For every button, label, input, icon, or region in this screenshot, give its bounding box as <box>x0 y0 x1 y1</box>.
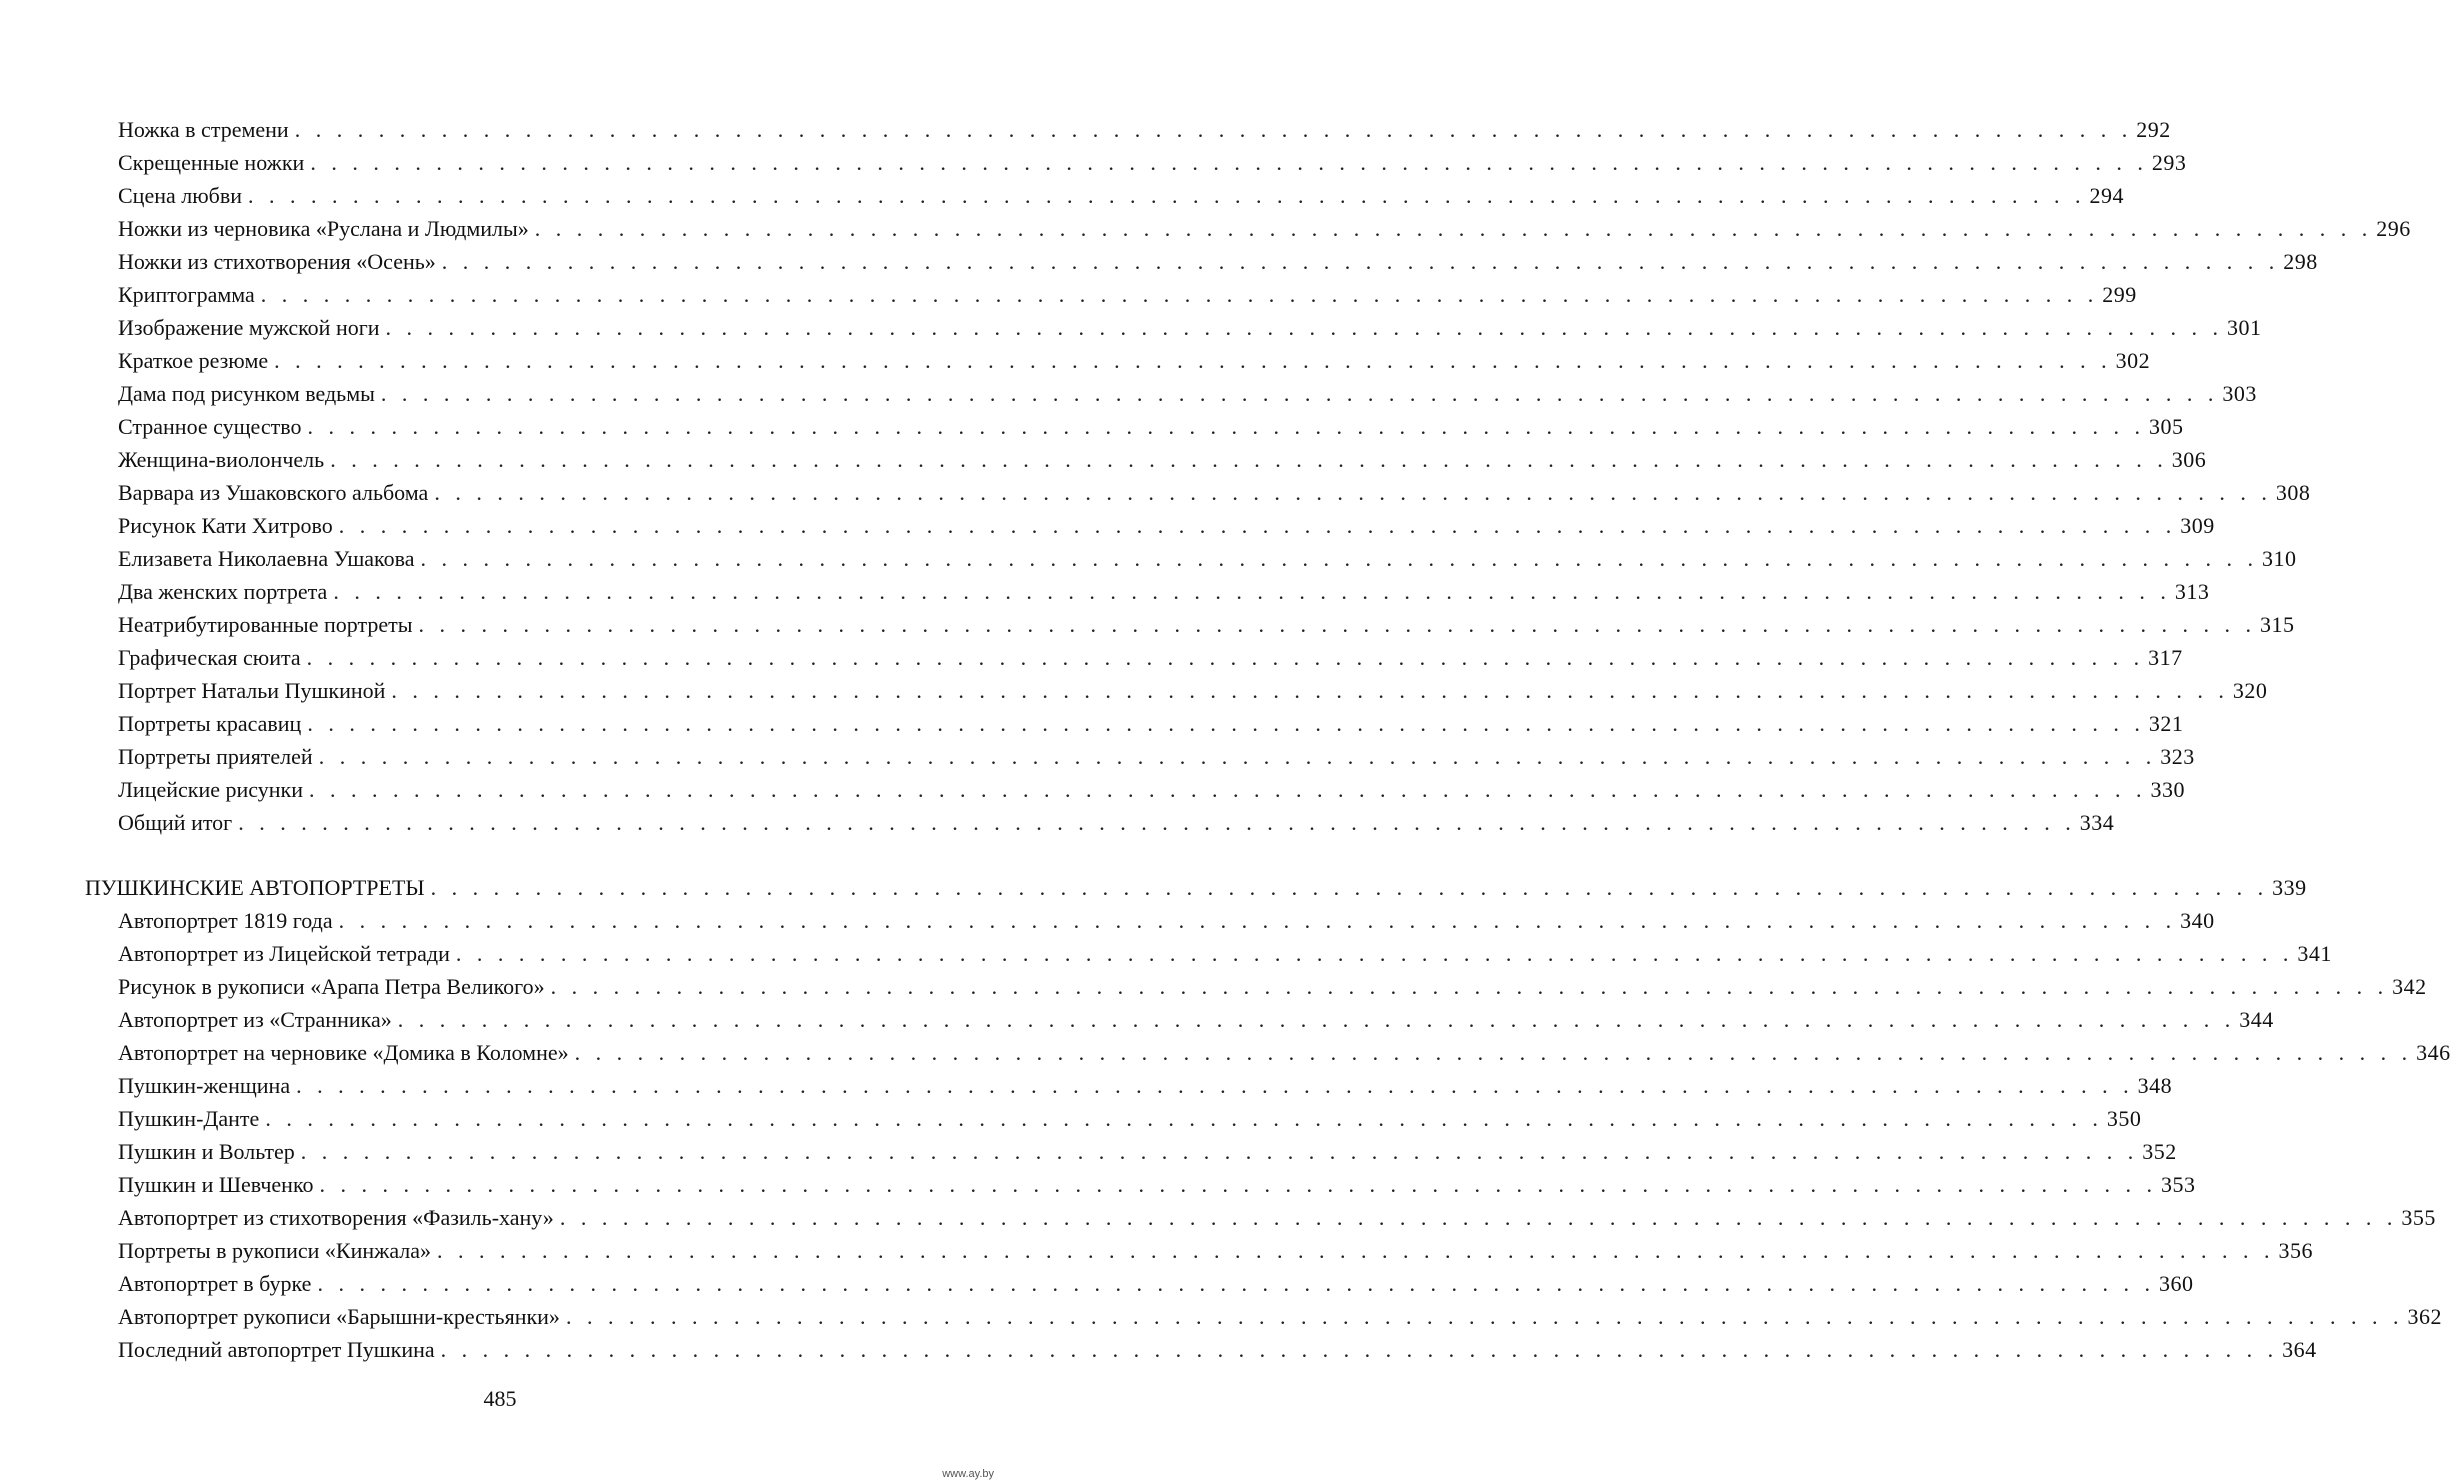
toc-entry-page: 301 <box>2227 315 2262 340</box>
toc-entry[interactable] <box>118 934 2332 967</box>
toc-entry[interactable] <box>118 374 2257 407</box>
toc-leader-dots: . . . . . . . . . . . . . . . . . . . . . . . . . . . . . . . . . . . . . . . . . . . . . . . . . . . . . . . . . . . . . . . . . . . . . . . . . . . . . . . . . . . . . . . . <box>238 810 2076 835</box>
toc-entry[interactable] <box>118 1000 2274 1033</box>
toc-entry-page: 306 <box>2171 447 2207 472</box>
toc-leader-dots: . . . . . . . . . . . . . . . . . . . . . . . . . . . . . . . . . . . . . . . . . . . . . . . . . . . . . . . . . . . . . . . . . . . . . . . . . . . . . . . . . . . . . . . . <box>437 1238 2275 1263</box>
toc-entry-page: 352 <box>2142 1139 2177 1164</box>
toc-entry-page: 317 <box>2148 645 2183 670</box>
toc-entry-title: Портреты приятелей <box>118 744 313 769</box>
toc-leader-dots: . . . . . . . . . . . . . . . . . . . . . . . . . . . . . . . . . . . . . . . . . . . . . . . . . . . . . . . . . . . . . . . . . . . . . . . . . . . . . . . . . . . . . . . . <box>333 579 2171 604</box>
toc-entry-page: 350 <box>2106 1106 2142 1131</box>
toc-entry[interactable] <box>118 341 2151 374</box>
toc-entry[interactable] <box>118 1099 2142 1132</box>
toc-section-page: 339 <box>2272 875 2307 900</box>
toc-entry[interactable] <box>118 539 2297 572</box>
toc-entry-page: 342 <box>2392 974 2427 999</box>
toc-leader-dots: . . . . . . . . . . . . . . . . . . . . . . . . . . . . . . . . . . . . . . . . . . . . . . . . . . . . . . . . . . . . . . . . . . . . . . . . . . . . . . . . . . . . . . . . <box>330 447 2168 472</box>
toc-leader-dots: . . . . . . . . . . . . . . . . . . . . . . . . . . . . . . . . . . . . . . . . . . . . . . . . . . . . . . . . . . . . . . . . . . . . . . . . . . . . . . . . . . . . . . . . <box>317 1271 2155 1296</box>
toc-entry-title: Последний автопортрет Пушкина <box>118 1337 435 1362</box>
toc-entry-page: 344 <box>2239 1007 2274 1032</box>
toc-entry-page: 364 <box>2282 1337 2317 1362</box>
toc-entry[interactable] <box>118 803 2115 836</box>
toc-entry-page: 346 <box>2416 1040 2451 1065</box>
toc-section-title: ПУШКИНСКИЕ АВТОПОРТРЕТЫ <box>85 875 425 900</box>
toc-entry[interactable] <box>118 143 2187 176</box>
toc-entry[interactable] <box>118 1198 2436 1231</box>
toc-entry[interactable] <box>118 110 2171 143</box>
toc-entry-title: Неатрибутированные портреты <box>118 612 413 637</box>
toc-leader-dots: . . . . . . . . . . . . . . . . . . . . . . . . . . . . . . . . . . . . . . . . . . . . . . . . . . . . . . . . . . . . . . . . . . . . . . . . . . . . . . . . . . . . . . . . <box>300 1139 2139 1164</box>
toc-entry[interactable] <box>118 605 2295 638</box>
toc-entry[interactable] <box>118 901 2215 934</box>
toc-entry-page: 313 <box>2174 579 2210 604</box>
toc-leader-dots: . . . . . . . . . . . . . . . . . . . . . . . . . . . . . . . . . . . . . . . . . . . . . . . . . . . . . . . . . . . . . . . . . . . . . . . . . . . . . . . . . . . . . . . . <box>308 777 2147 802</box>
toc-entry-title: Рисунок в рукописи «Арапа Петра Великого» <box>118 974 545 999</box>
toc-leader-dots: . . . . . . . . . . . . . . . . . . . . . . . . . . . . . . . . . . . . . . . . . . . . . . . . . . . . . . . . . . . . . . . . . . . . . . . . . . . . . . . . . . . . . . . . <box>434 480 2272 505</box>
toc-entry[interactable] <box>118 572 2210 605</box>
toc-entry-title: Изображение мужской ноги <box>118 315 380 340</box>
toc-entry-page: 315 <box>2260 612 2295 637</box>
toc-leader-dots: . . . . . . . . . . . . . . . . . . . . . . . . . . . . . . . . . . . . . . . . . . . . . . . . . . . . . . . . . . . . . . . . . . . . . . . . . . . . . . . . . . . . . . . . <box>397 1007 2236 1032</box>
toc-entry-title: Автопортрет 1819 года <box>118 908 333 933</box>
toc-entry[interactable] <box>118 308 2262 341</box>
toc-entry-title: Общий итог <box>118 810 233 835</box>
toc-entry-title: Скрещенные ножки <box>118 150 305 175</box>
toc-entry-page: 341 <box>2297 941 2332 966</box>
toc-entry-title: Автопортрет на черновике «Домика в Коломне» <box>118 1040 569 1065</box>
toc-entry-page: 355 <box>2401 1205 2436 1230</box>
toc-leader-dots: . . . . . . . . . . . . . . . . . . . . . . . . . . . . . . . . . . . . . . . . . . . . . . . . . . . . . . . . . . . . . . . . . . . . . . . . . . . . . . . . . . . . . . . . <box>319 1172 2158 1197</box>
toc-entry-title: Портрет Натальи Пушкиной <box>118 678 386 703</box>
toc-leader-dots: . . . . . . . . . . . . . . . . . . . . . . . . . . . . . . . . . . . . . . . . . . . . . . . . . . . . . . . . . . . . . . . . . . . . . . . . . . . . . . . . . . . . . . . . <box>534 216 2373 241</box>
toc-leader-dots: . . . . . . . . . . . . . . . . . . . . . . . . . . . . . . . . . . . . . . . . . . . . . . . . . . . . . . . . . . . . . . . . . . . . . . . . . . . . . . . . . . . . . . . . <box>294 117 2133 142</box>
toc-leader-dots: . . . . . . . . . . . . . . . . . . . . . . . . . . . . . . . . . . . . . . . . . . . . . . . . . . . . . . . . . . . . . . . . . . . . . . . . . . . . . . . . . . . . . . . . <box>306 645 2145 670</box>
toc-entry[interactable] <box>118 704 2184 737</box>
toc-entry-title: Автопортрет из стихотворения «Фазиль-хану» <box>118 1205 554 1230</box>
toc-entry-title: Рисунок Кати Хитрово <box>118 513 333 538</box>
toc-leader-dots: . . . . . . . . . . . . . . . . . . . . . . . . . . . . . . . . . . . . . . . . . . . . . . . . . . . . . . . . . . . . . . . . . . . . . . . . . . . . . . . . . . . . . . . . <box>559 1205 2398 1230</box>
toc-leader-dots: . . . . . . . . . . . . . . . . . . . . . . . . . . . . . . . . . . . . . . . . . . . . . . . . . . . . . . . . . . . . . . . . . . . . . . . . . . . . . . . . . . . . . . . . <box>274 348 2112 373</box>
toc-leader-dots: . . . . . . . . . . . . . . . . . . . . . . . . . . . . . . . . . . . . . . . . . . . . . . . . . . . . . . . . . . . . . . . . . . . . . . . . . . . . . . . . . . . . . . . . <box>310 150 2148 175</box>
toc-entry-page: 292 <box>2136 117 2171 142</box>
toc-entry-page: 310 <box>2261 546 2297 571</box>
toc-entry-title: Женщина-виолончель <box>118 447 325 472</box>
toc-leader-dots: . . . . . . . . . . . . . . . . . . . . . . . . . . . . . . . . . . . . . . . . . . . . . . . . . . . . . . . . . . . . . . . . . . . . . . . . . . . . . . . . . . . . . . . . <box>565 1304 2404 1329</box>
toc-leader-dots: . . . . . . . . . . . . . . . . . . . . . . . . . . . . . . . . . . . . . . . . . . . . . . . . . . . . . . . . . . . . . . . . . . . . . . . . . . . . . . . . . . . . . . . . <box>296 1073 2134 1098</box>
toc-leader-dots: . . . . . . . . . . . . . . . . . . . . . . . . . . . . . . . . . . . . . . . . . . . . . . . . . . . . . . . . . . . . . . . . . . . . . . . . . . . . . . . . . . . . . . . . <box>248 183 2086 208</box>
toc-leader-dots: . . . . . . . . . . . . . . . . . . . . . . . . . . . . . . . . . . . . . . . . . . . . . . . . . . . . . . . . . . . . . . . . . . . . . . . . . . . . . . . . . . . . . . . . <box>307 711 2145 736</box>
toc-entry-page: 330 <box>2150 777 2185 802</box>
toc-entry-page: 305 <box>2148 414 2184 439</box>
toc-entry-page: 294 <box>2089 183 2125 208</box>
toc-leader-dots: . . . . . . . . . . . . . . . . . . . . . . . . . . . . . . . . . . . . . . . . . . . . . . . . . . . . . . . . . . . . . . . . . . . . . . . . . . . . . . . . . . . . . . . . <box>265 1106 2103 1131</box>
toc-entry-page: 320 <box>2232 678 2268 703</box>
toc-entry-page: 348 <box>2137 1073 2173 1098</box>
toc-leader-dots: . . . . . . . . . . . . . . . . . . . . . . . . . . . . . . . . . . . . . . . . . . . . . . . . . . . . . . . . . . . . . . . . . . . . . . . . . . . . . . . . . . . . . . . . <box>430 875 2269 900</box>
toc-entry[interactable] <box>118 967 2427 1000</box>
toc-entry[interactable] <box>118 1297 2442 1330</box>
toc-entry[interactable] <box>118 506 2215 539</box>
toc-entry-page: 321 <box>2148 711 2184 736</box>
toc-entry-page: 353 <box>2161 1172 2196 1197</box>
toc-leader-dots: . . . . . . . . . . . . . . . . . . . . . . . . . . . . . . . . . . . . . . . . . . . . . . . . . . . . . . . . . . . . . . . . . . . . . . . . . . . . . . . . . . . . . . . . <box>338 513 2177 538</box>
toc-entry[interactable] <box>118 275 2137 308</box>
toc-leader-dots: . . . . . . . . . . . . . . . . . . . . . . . . . . . . . . . . . . . . . . . . . . . . . . . . . . . . . . . . . . . . . . . . . . . . . . . . . . . . . . . . . . . . . . . . <box>307 414 2145 439</box>
toc-entry-page: 362 <box>2407 1304 2442 1329</box>
toc-entry-title: Автопортрет из «Странника» <box>118 1007 392 1032</box>
toc-entry-title: Странное существо <box>118 414 302 439</box>
toc-leader-dots: . . . . . . . . . . . . . . . . . . . . . . . . . . . . . . . . . . . . . . . . . . . . . . . . . . . . . . . . . . . . . . . . . . . . . . . . . . . . . . . . . . . . . . . . <box>574 1040 2413 1065</box>
toc-leader-dots: . . . . . . . . . . . . . . . . . . . . . . . . . . . . . . . . . . . . . . . . . . . . . . . . . . . . . . . . . . . . . . . . . . . . . . . . . . . . . . . . . . . . . . . . <box>440 1337 2279 1362</box>
toc-entry[interactable] <box>118 1330 2317 1363</box>
toc-leader-dots: . . . . . . . . . . . . . . . . . . . . . . . . . . . . . . . . . . . . . . . . . . . . . . . . . . . . . . . . . . . . . . . . . . . . . . . . . . . . . . . . . . . . . . . . <box>385 315 2224 340</box>
toc-entry-page: 302 <box>2115 348 2151 373</box>
toc-entry-page: 299 <box>2102 282 2137 307</box>
toc-entry-title: Лицейские рисунки <box>118 777 303 802</box>
toc-entry-title: Автопортрет рукописи «Барышни-крестьянки» <box>118 1304 560 1329</box>
toc-leader-dots: . . . . . . . . . . . . . . . . . . . . . . . . . . . . . . . . . . . . . . . . . . . . . . . . . . . . . . . . . . . . . . . . . . . . . . . . . . . . . . . . . . . . . . . . <box>418 612 2256 637</box>
toc-entry[interactable] <box>118 473 2311 506</box>
toc-entry-title: Два женских портрета <box>118 579 328 604</box>
toc-entry[interactable] <box>118 1066 2173 1099</box>
toc-entry-title: Сцена любви <box>118 183 243 208</box>
toc-entry-page: 303 <box>2222 381 2257 406</box>
toc-leader-dots: . . . . . . . . . . . . . . . . . . . . . . . . . . . . . . . . . . . . . . . . . . . . . . . . . . . . . . . . . . . . . . . . . . . . . . . . . . . . . . . . . . . . . . . . <box>318 744 2157 769</box>
toc-entry[interactable] <box>118 1165 2196 1198</box>
toc-entry[interactable] <box>118 770 2185 803</box>
toc-entry-title: Портреты красавиц <box>118 711 302 736</box>
toc-entry-title: Елизавета Николаевна Ушакова <box>118 546 415 571</box>
toc-entry-page: 334 <box>2079 810 2115 835</box>
toc-leader-dots: . . . . . . . . . . . . . . . . . . . . . . . . . . . . . . . . . . . . . . . . . . . . . . . . . . . . . . . . . . . . . . . . . . . . . . . . . . . . . . . . . . . . . . . . <box>380 381 2219 406</box>
toc-entry-page: 309 <box>2180 513 2215 538</box>
toc-entry[interactable] <box>118 209 2411 242</box>
toc-leader-dots: . . . . . . . . . . . . . . . . . . . . . . . . . . . . . . . . . . . . . . . . . . . . . . . . . . . . . . . . . . . . . . . . . . . . . . . . . . . . . . . . . . . . . . . . <box>455 941 2294 966</box>
toc-entry[interactable] <box>118 407 2184 440</box>
toc-entry-title: Ножки из черновика «Руслана и Людмилы» <box>118 216 529 241</box>
toc-leader-dots: . . . . . . . . . . . . . . . . . . . . . . . . . . . . . . . . . . . . . . . . . . . . . . . . . . . . . . . . . . . . . . . . . . . . . . . . . . . . . . . . . . . . . . . . <box>550 974 2389 999</box>
toc-entry-page: 356 <box>2278 1238 2314 1263</box>
toc-entry-title: Автопортрет в бурке <box>118 1271 312 1296</box>
toc-leader-dots: . . . . . . . . . . . . . . . . . . . . . . . . . . . . . . . . . . . . . . . . . . . . . . . . . . . . . . . . . . . . . . . . . . . . . . . . . . . . . . . . . . . . . . . . <box>391 678 2229 703</box>
toc-leader-dots: . . . . . . . . . . . . . . . . . . . . . . . . . . . . . . . . . . . . . . . . . . . . . . . . . . . . . . . . . . . . . . . . . . . . . . . . . . . . . . . . . . . . . . . . <box>260 282 2099 307</box>
toc-entry[interactable] <box>118 1033 2451 1066</box>
toc-entry-title: Дама под рисунком ведьмы <box>118 381 375 406</box>
toc-entry[interactable] <box>118 737 2195 770</box>
toc-entry-title: Ножки из стихотворения «Осень» <box>118 249 436 274</box>
toc-entry-title: Пушкин и Вольтер <box>118 1139 295 1164</box>
toc-entry-title: Портреты в рукописи «Кинжала» <box>118 1238 432 1263</box>
toc-section-heading[interactable] <box>85 868 2307 901</box>
toc-entry[interactable] <box>118 1231 2314 1264</box>
toc-entry-title: Ножка в стремени <box>118 117 289 142</box>
toc-entry[interactable] <box>118 440 2207 473</box>
page-number: 485 <box>483 1386 517 1411</box>
toc-entry-page: 308 <box>2275 480 2311 505</box>
toc-entry[interactable] <box>118 242 2318 275</box>
toc-entry-title: Варвара из Ушаковского альбома <box>118 480 429 505</box>
toc-entry-page: 340 <box>2180 908 2215 933</box>
toc-entry-title: Пушкин-женщина <box>118 1073 291 1098</box>
toc-entry[interactable] <box>118 1132 2177 1165</box>
toc-entry-title: Графическая сюита <box>118 645 301 670</box>
toc-entry-title: Автопортрет из Лицейской тетради <box>118 941 450 966</box>
toc-entry[interactable] <box>118 176 2125 209</box>
toc-entry-title: Пушкин-Данте <box>118 1106 260 1131</box>
toc-leader-dots: . . . . . . . . . . . . . . . . . . . . . . . . . . . . . . . . . . . . . . . . . . . . . . . . . . . . . . . . . . . . . . . . . . . . . . . . . . . . . . . . . . . . . . . . <box>420 546 2258 571</box>
toc-leader-dots: . . . . . . . . . . . . . . . . . . . . . . . . . . . . . . . . . . . . . . . . . . . . . . . . . . . . . . . . . . . . . . . . . . . . . . . . . . . . . . . . . . . . . . . . <box>338 908 2177 933</box>
toc-entry-page: 296 <box>2376 216 2411 241</box>
toc-entry-page: 293 <box>2151 150 2187 175</box>
toc-entry-page: 323 <box>2160 744 2195 769</box>
toc-entry[interactable] <box>118 671 2268 704</box>
toc-entry-title: Криптограмма <box>118 282 255 307</box>
toc-entry-page: 298 <box>2283 249 2318 274</box>
toc-entry[interactable] <box>118 638 2183 671</box>
toc-entry-title: Краткое резюме <box>118 348 269 373</box>
watermark: www.ay.by <box>942 1468 994 1480</box>
toc-entry-page: 360 <box>2158 1271 2194 1296</box>
toc-entry[interactable] <box>118 1264 2194 1297</box>
toc-entry-title: Пушкин и Шевченко <box>118 1172 314 1197</box>
toc-leader-dots: . . . . . . . . . . . . . . . . . . . . . . . . . . . . . . . . . . . . . . . . . . . . . . . . . . . . . . . . . . . . . . . . . . . . . . . . . . . . . . . . . . . . . . . . <box>441 249 2280 274</box>
